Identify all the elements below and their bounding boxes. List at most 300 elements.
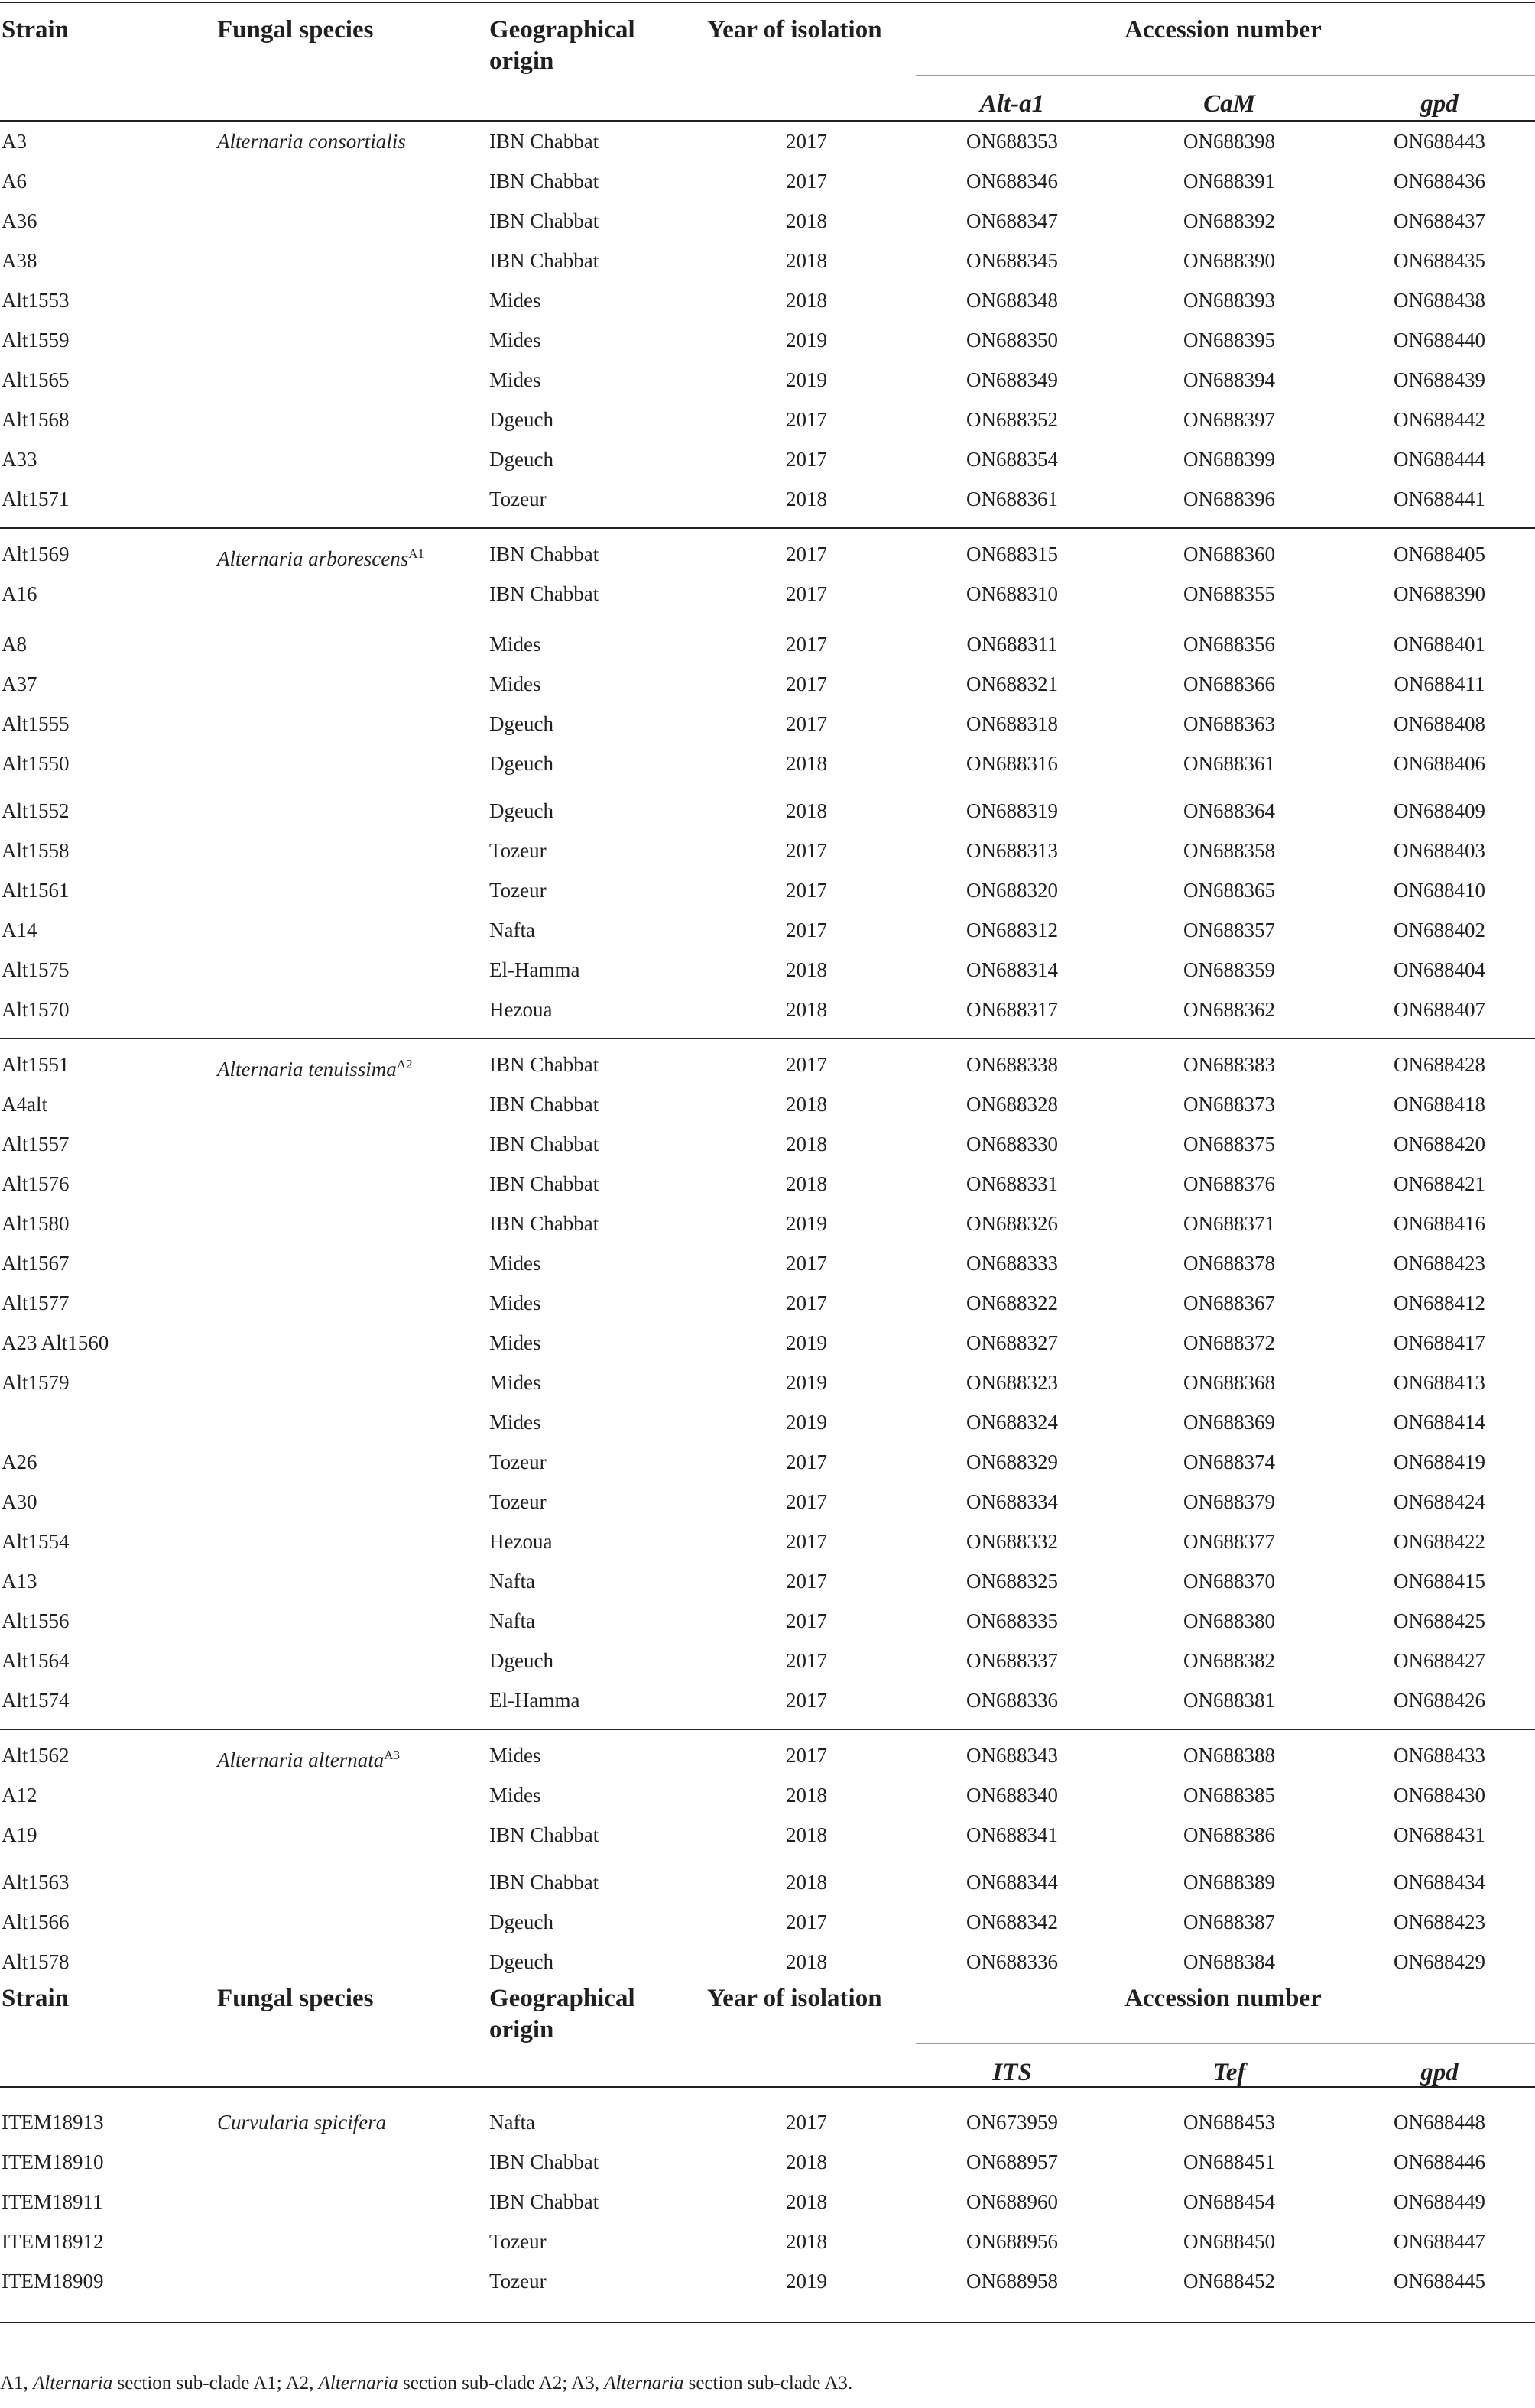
footnote-segment: Alternaria xyxy=(33,2373,113,2393)
accession-cell: ON688326 xyxy=(966,1212,1058,1235)
year-cell: 2017 xyxy=(786,1450,827,1473)
origin-cell: Mides xyxy=(489,1784,541,1807)
accession-cell: ON688347 xyxy=(966,209,1058,232)
fungal-species-cell xyxy=(217,2109,386,2135)
accession-cell: ON688385 xyxy=(1183,1784,1275,1807)
accession-cell: ON688384 xyxy=(1183,1950,1275,1973)
accession-cell: ON688314 xyxy=(966,958,1058,981)
accession-subheader-rule xyxy=(916,2043,1535,2044)
accession-cell: ON688328 xyxy=(966,1093,1058,1116)
origin-cell: Tozeur xyxy=(489,2270,547,2293)
accession-cell: ON688364 xyxy=(1183,799,1275,822)
accession-cell: ON688356 xyxy=(1183,633,1275,656)
accession-cell: ON688391 xyxy=(1183,170,1275,193)
accession-cell: ON688448 xyxy=(1394,2111,1485,2134)
origin-cell: Tozeur xyxy=(489,879,547,902)
accession-cell: ON688357 xyxy=(1183,919,1275,941)
accession-cell: ON688447 xyxy=(1394,2230,1485,2253)
strain-cell: Alt1576 xyxy=(2,1172,70,1195)
fungal-species-cell xyxy=(217,1052,413,1082)
year-cell: 2017 xyxy=(786,130,827,153)
origin-cell: Dgeuch xyxy=(489,448,553,471)
accession-cell: ON688371 xyxy=(1183,1212,1275,1235)
origin-cell: Mides xyxy=(489,1744,541,1767)
origin-cell: IBN Chabbat xyxy=(489,582,599,605)
footnote-segment: Alternaria xyxy=(604,2373,684,2393)
strain-cell: Alt1551 xyxy=(2,1053,70,1076)
accession-cell: ON688346 xyxy=(966,170,1058,193)
accession-cell: ON688387 xyxy=(1183,1911,1275,1933)
year-cell: 2019 xyxy=(786,2270,827,2293)
accession-cell: ON688436 xyxy=(1394,170,1485,193)
accession-cell: ON688444 xyxy=(1394,448,1485,471)
origin-cell: Mides xyxy=(489,289,541,312)
origin-cell: Mides xyxy=(489,672,541,695)
strain-cell: A13 xyxy=(2,1570,37,1593)
accession-cell: ON688311 xyxy=(966,633,1058,656)
strain-cell: Alt1579 xyxy=(2,1371,70,1394)
strain-cell: Alt1563 xyxy=(2,1871,70,1894)
strain-cell: ITEM18911 xyxy=(2,2190,103,2213)
column-header-geographical-origin: Geographical xyxy=(489,16,635,44)
accession-cell: ON688389 xyxy=(1183,1871,1275,1894)
accession-cell: ON688367 xyxy=(1183,1292,1275,1314)
strain-cell: A38 xyxy=(2,249,37,272)
year-cell: 2017 xyxy=(786,543,827,566)
accession-cell: ON688438 xyxy=(1394,289,1485,312)
accession-cell: ON688403 xyxy=(1394,839,1485,862)
accession-cell: ON688320 xyxy=(966,879,1058,902)
accession-cell: ON688395 xyxy=(1183,329,1275,352)
accession-cell: ON688370 xyxy=(1183,1570,1275,1593)
origin-cell: El-Hamma xyxy=(489,1689,580,1712)
strain-cell: A4alt xyxy=(2,1093,47,1116)
accession-cell: ON688404 xyxy=(1394,958,1485,981)
accession-cell: ON688450 xyxy=(1183,2230,1275,2253)
accession-cell: ON688361 xyxy=(1183,752,1275,775)
accession-cell: ON688433 xyxy=(1394,1744,1485,1767)
accession-cell: ON688321 xyxy=(966,672,1058,695)
accession-subheader-rule xyxy=(916,75,1535,76)
accession-cell: ON688452 xyxy=(1183,2270,1275,2293)
accession-cell: ON688441 xyxy=(1394,488,1485,510)
strain-cell: Alt1553 xyxy=(2,289,70,312)
accession-cell: ON688449 xyxy=(1394,2190,1485,2213)
accession-cell: ON688337 xyxy=(966,1649,1058,1672)
year-cell: 2019 xyxy=(786,1331,827,1354)
strain-cell: Alt1555 xyxy=(2,712,70,735)
accession-cell: ON688413 xyxy=(1394,1371,1485,1394)
year-cell: 2017 xyxy=(786,1649,827,1672)
year-cell: 2017 xyxy=(786,582,827,605)
year-cell: 2019 xyxy=(786,1371,827,1394)
year-cell: 2017 xyxy=(786,879,827,902)
accession-cell: ON688331 xyxy=(966,1172,1058,1195)
year-cell: 2018 xyxy=(786,998,827,1021)
accession-cell: ON688343 xyxy=(966,1744,1058,1767)
accession-cell: ON688359 xyxy=(1183,958,1275,981)
origin-cell: Tozeur xyxy=(489,1490,547,1513)
accession-cell: ON688334 xyxy=(966,1490,1058,1513)
accession-cell: ON688411 xyxy=(1394,672,1485,695)
year-cell: 2017 xyxy=(786,408,827,431)
accession-cell: ON688353 xyxy=(966,130,1058,153)
accession-cell: ON688336 xyxy=(966,1689,1058,1712)
column-header-accession-number: Accession number xyxy=(1124,1985,1322,2012)
origin-cell: Mides xyxy=(489,1371,541,1394)
group-separator-rule xyxy=(0,527,1535,529)
origin-cell: Tozeur xyxy=(489,839,547,862)
species-name: Alternaria tenuissima xyxy=(217,1058,397,1081)
accession-cell: ON688355 xyxy=(1183,582,1275,605)
accession-cell: ON688340 xyxy=(966,1784,1058,1807)
year-cell: 2017 xyxy=(786,1689,827,1712)
strain-cell: Alt1561 xyxy=(2,879,70,902)
accession-cell: ON688319 xyxy=(966,799,1058,822)
accession-cell: ON688382 xyxy=(1183,1649,1275,1672)
year-cell: 2018 xyxy=(786,2190,827,2213)
accession-cell: ON688317 xyxy=(966,998,1058,1021)
strain-cell: A30 xyxy=(2,1490,37,1513)
strain-cell: Alt1570 xyxy=(2,998,70,1021)
header-bottom-rule xyxy=(0,120,1535,122)
footnote-segment: section sub-clade A1; A2, xyxy=(112,2373,319,2393)
accession-cell: ON688416 xyxy=(1394,1212,1485,1235)
accession-cell: ON688327 xyxy=(966,1331,1058,1354)
accession-cell: ON688958 xyxy=(966,2270,1058,2293)
accession-cell: ON688344 xyxy=(966,1871,1058,1894)
year-cell: 2018 xyxy=(786,488,827,510)
accession-cell: ON688330 xyxy=(966,1133,1058,1155)
accession-cell: ON688402 xyxy=(1394,919,1485,941)
year-cell: 2017 xyxy=(786,170,827,193)
footnote-segment: A1, xyxy=(0,2373,34,2393)
accession-cell: ON688381 xyxy=(1183,1689,1275,1712)
year-cell: 2017 xyxy=(786,1911,827,1933)
species-name: Alternaria alternata xyxy=(217,1748,385,1771)
year-cell: 2019 xyxy=(786,368,827,391)
gene-column-header: ITS xyxy=(992,2059,1032,2086)
accession-cell: ON688440 xyxy=(1394,329,1485,352)
column-header-strain: Strain xyxy=(2,16,70,44)
strain-cell: Alt1575 xyxy=(2,958,70,981)
accession-cell: ON688414 xyxy=(1394,1411,1485,1434)
strain-cell: Alt1558 xyxy=(2,839,70,862)
origin-cell: IBN Chabbat xyxy=(489,130,599,153)
origin-cell: IBN Chabbat xyxy=(489,1172,599,1195)
gene-column-header: Tef xyxy=(1212,2059,1246,2086)
accession-cell: ON688410 xyxy=(1394,879,1485,902)
accession-cell: ON688374 xyxy=(1183,1450,1275,1473)
strain-cell: Alt1567 xyxy=(2,1252,70,1275)
strain-cell: A14 xyxy=(2,919,37,941)
year-cell: 2018 xyxy=(786,1784,827,1807)
year-cell: 2018 xyxy=(786,249,827,272)
strain-cell: Alt1574 xyxy=(2,1689,70,1712)
strain-cell: Alt1571 xyxy=(2,488,70,510)
accession-cell: ON688315 xyxy=(966,543,1058,566)
strain-cell: Alt1562 xyxy=(2,1744,70,1767)
gene-column-header: gpd xyxy=(1420,2059,1459,2086)
accession-cell: ON688329 xyxy=(966,1450,1058,1473)
accession-cell: ON688424 xyxy=(1394,1490,1485,1513)
year-cell: 2017 xyxy=(786,1609,827,1632)
strain-cell: Alt1554 xyxy=(2,1530,70,1553)
accession-cell: ON688401 xyxy=(1394,633,1485,656)
accession-cell: ON688368 xyxy=(1183,1371,1275,1394)
accession-cell: ON688358 xyxy=(1183,839,1275,862)
accession-cell: ON688420 xyxy=(1394,1133,1485,1155)
gene-column-header: Alt-a1 xyxy=(979,90,1045,118)
origin-cell: Tozeur xyxy=(489,1450,547,1473)
origin-cell: Tozeur xyxy=(489,2230,547,2253)
accession-cell: ON688323 xyxy=(966,1371,1058,1394)
strain-cell: A33 xyxy=(2,448,37,471)
strain-cell: A19 xyxy=(2,1823,37,1846)
accession-cell: ON688396 xyxy=(1183,488,1275,510)
origin-cell: Dgeuch xyxy=(489,712,553,735)
gene-column-header: gpd xyxy=(1420,90,1459,118)
year-cell: 2017 xyxy=(786,1252,827,1275)
strain-cell: Alt1565 xyxy=(2,368,70,391)
origin-cell: IBN Chabbat xyxy=(489,1823,599,1846)
strain-cell: A6 xyxy=(2,170,27,193)
strain-cell: Alt1568 xyxy=(2,408,70,431)
accession-cell: ON688445 xyxy=(1394,2270,1485,2293)
accession-cell: ON688406 xyxy=(1394,752,1485,775)
species-name: Alternaria arborescens xyxy=(217,547,409,570)
footnote-segment: section sub-clade A2; A3, xyxy=(398,2373,605,2393)
column-header-fungal-species: Fungal species xyxy=(217,16,374,44)
accession-cell: ON688333 xyxy=(966,1252,1058,1275)
origin-cell: IBN Chabbat xyxy=(489,209,599,232)
accession-cell: ON688349 xyxy=(966,368,1058,391)
origin-cell: IBN Chabbat xyxy=(489,1093,599,1116)
origin-cell: Dgeuch xyxy=(489,1649,553,1672)
strain-cell: Alt1552 xyxy=(2,799,70,822)
accession-cell: ON688342 xyxy=(966,1911,1058,1933)
header-bottom-rule-2 xyxy=(0,2086,1535,2088)
year-cell: 2018 xyxy=(786,752,827,775)
accession-cell: ON688429 xyxy=(1394,1950,1485,1973)
year-cell: 2017 xyxy=(786,448,827,471)
column-header-year: Year of isolation xyxy=(707,1985,882,2012)
accession-cell: ON688407 xyxy=(1394,998,1485,1021)
year-cell: 2018 xyxy=(786,958,827,981)
column-header-geographical-origin: Geographical xyxy=(489,1985,635,2012)
footnote-segment: Alternaria xyxy=(318,2373,398,2393)
accession-cell: ON688373 xyxy=(1183,1093,1275,1116)
accession-cell: ON688360 xyxy=(1183,543,1275,566)
origin-cell: IBN Chabbat xyxy=(489,2150,599,2173)
strain-cell: ITEM18910 xyxy=(2,2150,104,2173)
year-cell: 2019 xyxy=(786,1411,827,1434)
accession-cell: ON688380 xyxy=(1183,1609,1275,1632)
accession-cell: ON688419 xyxy=(1394,1450,1485,1473)
species-name: Curvularia spicifera xyxy=(217,2111,387,2134)
accession-cell: ON688398 xyxy=(1183,130,1275,153)
strain-cell: Alt1580 xyxy=(2,1212,70,1235)
strain-cell: A3 xyxy=(2,130,27,153)
year-cell: 2017 xyxy=(786,2111,827,2134)
accession-cell: ON688418 xyxy=(1394,1093,1485,1116)
origin-cell: IBN Chabbat xyxy=(489,170,599,193)
accession-cell: ON688350 xyxy=(966,329,1058,352)
subclade-superscript: A3 xyxy=(384,1748,401,1762)
origin-cell: IBN Chabbat xyxy=(489,1212,599,1235)
origin-cell: IBN Chabbat xyxy=(489,543,599,566)
accession-cell: ON688313 xyxy=(966,839,1058,862)
year-cell: 2018 xyxy=(786,289,827,312)
accession-cell: ON688388 xyxy=(1183,1744,1275,1767)
origin-cell: Nafta xyxy=(489,2111,535,2134)
column-header-geographical-origin-line2: origin xyxy=(489,2016,554,2043)
year-cell: 2017 xyxy=(786,672,827,695)
accession-cell: ON688422 xyxy=(1394,1530,1485,1553)
origin-cell: Nafta xyxy=(489,1570,535,1593)
strain-cell: A16 xyxy=(2,582,37,605)
accession-cell: ON688430 xyxy=(1394,1784,1485,1807)
year-cell: 2019 xyxy=(786,329,827,352)
year-cell: 2018 xyxy=(786,2150,827,2173)
year-cell: 2019 xyxy=(786,1212,827,1235)
origin-cell: Dgeuch xyxy=(489,1911,553,1933)
accession-cell: ON688338 xyxy=(966,1053,1058,1076)
accession-cell: ON688376 xyxy=(1183,1172,1275,1195)
column-header-fungal-species: Fungal species xyxy=(217,1985,374,2012)
accession-cell: ON688372 xyxy=(1183,1331,1275,1354)
accession-cell: ON688390 xyxy=(1394,582,1485,605)
strain-cell: ITEM18913 xyxy=(2,2111,104,2134)
year-cell: 2018 xyxy=(786,209,827,232)
strain-cell: ITEM18912 xyxy=(2,2230,104,2253)
fungal-species-cell xyxy=(217,541,424,572)
origin-cell: IBN Chabbat xyxy=(489,249,599,272)
year-cell: 2018 xyxy=(786,1823,827,1846)
table-footnote xyxy=(0,2371,852,2396)
strain-cell: Alt1550 xyxy=(2,752,70,775)
strain-cell: Alt1578 xyxy=(2,1950,70,1973)
subclade-superscript: A2 xyxy=(396,1057,413,1071)
accession-cell: ON688366 xyxy=(1183,672,1275,695)
origin-cell: IBN Chabbat xyxy=(489,1133,599,1155)
accession-cell: ON688423 xyxy=(1394,1252,1485,1275)
origin-cell: Mides xyxy=(489,1292,541,1314)
accession-cell: ON688332 xyxy=(966,1530,1058,1553)
accession-cell: ON688408 xyxy=(1394,712,1485,735)
accession-cell: ON688428 xyxy=(1394,1053,1485,1076)
footnote-segment: section sub-clade A3. xyxy=(683,2373,853,2393)
accession-cell: ON688405 xyxy=(1394,543,1485,566)
subclade-superscript: A1 xyxy=(408,546,425,561)
accession-cell: ON688379 xyxy=(1183,1490,1275,1513)
accession-cell: ON688322 xyxy=(966,1292,1058,1314)
origin-cell: Hezoua xyxy=(489,998,553,1021)
accession-cell: ON688312 xyxy=(966,919,1058,941)
group-separator-rule xyxy=(0,1729,1535,1730)
accession-cell: ON688362 xyxy=(1183,998,1275,1021)
strain-cell: Alt1566 xyxy=(2,1911,70,1933)
column-header-accession-number: Accession number xyxy=(1124,16,1322,44)
strain-cell: A36 xyxy=(2,209,37,232)
accession-cell: ON688409 xyxy=(1394,799,1485,822)
strain-cell: A37 xyxy=(2,672,37,695)
origin-cell: Mides xyxy=(489,329,541,352)
strain-cell: Alt1577 xyxy=(2,1292,70,1314)
table-bottom-rule xyxy=(0,2322,1535,2323)
accession-cell: ON688316 xyxy=(966,752,1058,775)
species-name: Alternaria consortialis xyxy=(217,130,406,153)
accession-cell: ON688325 xyxy=(966,1570,1058,1593)
origin-cell: Dgeuch xyxy=(489,408,553,431)
accession-cell: ON688446 xyxy=(1394,2150,1485,2173)
year-cell: 2018 xyxy=(786,1133,827,1155)
accession-cell: ON688352 xyxy=(966,408,1058,431)
strain-cell: Alt1557 xyxy=(2,1133,70,1155)
origin-cell: IBN Chabbat xyxy=(489,2190,599,2213)
accession-cell: ON688318 xyxy=(966,712,1058,735)
strain-cell: Alt1564 xyxy=(2,1649,70,1672)
accession-cell: ON688399 xyxy=(1183,448,1275,471)
accession-cell: ON688423 xyxy=(1394,1911,1485,1933)
year-cell: 2018 xyxy=(786,1871,827,1894)
accession-cell: ON688426 xyxy=(1394,1689,1485,1712)
origin-cell: Mides xyxy=(489,1252,541,1275)
origin-cell: Mides xyxy=(489,368,541,391)
year-cell: 2017 xyxy=(786,919,827,941)
accession-cell: ON688310 xyxy=(966,582,1058,605)
accession-cell: ON688412 xyxy=(1394,1292,1485,1314)
strain-cell: A12 xyxy=(2,1784,37,1807)
origin-cell: Hezoua xyxy=(489,1530,553,1553)
year-cell: 2017 xyxy=(786,1490,827,1513)
strain-cell: Alt1556 xyxy=(2,1609,70,1632)
accession-cell: ON688383 xyxy=(1183,1053,1275,1076)
fungal-species-cell xyxy=(217,1742,400,1773)
accession-cell: ON688956 xyxy=(966,2230,1058,2253)
accession-cell: ON688345 xyxy=(966,249,1058,272)
accession-cell: ON688431 xyxy=(1394,1823,1485,1846)
origin-cell: El-Hamma xyxy=(489,958,580,981)
year-cell: 2017 xyxy=(786,633,827,656)
fungal-species-cell xyxy=(217,128,406,154)
accession-cell: ON688454 xyxy=(1183,2190,1275,2213)
accession-cell: ON688386 xyxy=(1183,1823,1275,1846)
origin-cell: Dgeuch xyxy=(489,1950,553,1973)
accession-cell: ON688435 xyxy=(1394,249,1485,272)
accession-cell: ON688335 xyxy=(966,1609,1058,1632)
accession-cell: ON688421 xyxy=(1394,1172,1485,1195)
accession-cell: ON688397 xyxy=(1183,408,1275,431)
origin-cell: Mides xyxy=(489,633,541,656)
accession-cell: ON688957 xyxy=(966,2150,1058,2173)
origin-cell: IBN Chabbat xyxy=(489,1053,599,1076)
origin-cell: Dgeuch xyxy=(489,752,553,775)
accession-cell: ON688390 xyxy=(1183,249,1275,272)
year-cell: 2017 xyxy=(786,1744,827,1767)
year-cell: 2018 xyxy=(786,799,827,822)
accession-cell: ON688437 xyxy=(1394,209,1485,232)
year-cell: 2018 xyxy=(786,1950,827,1973)
year-cell: 2018 xyxy=(786,2230,827,2253)
strain-cell: ITEM18909 xyxy=(2,2270,104,2293)
accession-cell: ON688336 xyxy=(966,1950,1058,1973)
accession-cell: ON688394 xyxy=(1183,368,1275,391)
accession-cell: ON688439 xyxy=(1394,368,1485,391)
accession-cell: ON688393 xyxy=(1183,289,1275,312)
strain-cell: A8 xyxy=(2,633,27,656)
table-top-rule xyxy=(0,2,1535,3)
